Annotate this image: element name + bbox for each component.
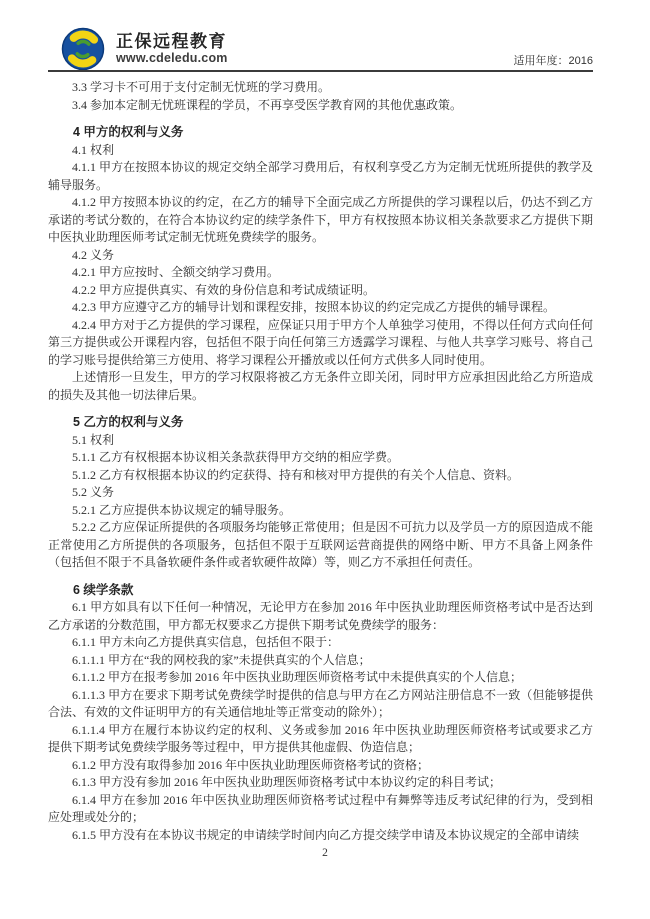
clause-4-2-4-note: 上述情形一旦发生，甲方的学习权限将被乙方无条件立即关闭，同时甲方应承担因此给乙方所造成的损失及其他一切法律后果。 — [48, 370, 593, 402]
section-heading-4: 4 甲方的权利与义务 — [73, 125, 184, 139]
contract-body — [48, 79, 593, 844]
clause-3-3: 3.3 学习卡不可用于支付定制无忧班的学习费用。 — [72, 80, 331, 94]
page-number: 2 — [322, 847, 328, 859]
applicable-year-label: 适用年度：2016 — [513, 55, 593, 67]
clause-6-1-3: 6.1.3 甲方没有参加 2016 年中医执业助理医师资格考试中本协议约定的科目考试； — [72, 775, 502, 789]
header-divider — [48, 70, 593, 72]
section-heading-6: 6 续学条款 — [73, 582, 134, 597]
section-heading-5: 5 乙方的权利与义务 — [73, 415, 184, 429]
brand-text — [116, 32, 228, 65]
clause-4-2-2: 4.2.2 甲方应提供真实、有效的身份信息和考试成绩证明。 — [72, 282, 376, 297]
clause-6-1-1-4: 6.1.1.4 甲方在履行本协议约定的权利、义务或参加 2016 年中医执业助理医师资格考试或要求乙方提供下期考试免费续学服务等过程中，甲方提供其他虚假、伪造信息； — [48, 722, 593, 754]
clause-4-1-2: 4.1.2 甲方按照本协议的约定，在乙方的辅导下全面完成乙方所提供的学习课程以后，仍达不到乙方承诺的考试分数的，在符合本协议约定的续学条件下，甲方有权按照本协议相关条款要求乙方提供下期中医执业助理医师考试定制无忧班免费续学的服务。 — [48, 195, 593, 244]
brand-name: 正保远程教育 — [116, 32, 227, 52]
page-header — [61, 26, 593, 71]
clause-6-1-5: 6.1.5 甲方没有在本协议书规定的申请续学时间内向乙方提交续学申请及本协议规定的全部申请续 — [72, 827, 580, 842]
clause-4-1: 4.1 权利 — [72, 142, 115, 157]
clause-4-2-3: 4.2.3 甲方应遵守乙方的辅导计划和课程安排，按照本协议的约定完成乙方提供的辅导课程。 — [72, 300, 556, 314]
clause-6-1-1-3: 6.1.1.3 甲方在要求下期考试免费续学时提供的信息与甲方在乙方网站注册信息不一致（但能够提供合法、有效的文件证明甲方的有关通信地址等正常变动的除外）； — [48, 687, 593, 719]
clause-4-2-4: 4.2.4 甲方对于乙方提供的学习课程，应保证只用于甲方个人单独学习使用，不得以任何方式向任何第三方提供或公开课程内容，包括但不限于向任何第三方透露学习课程、与他人共享学习账号、将自己的学习账号提供给第三方使用、将学习课程公开播放或以任何方式供多人同时使用。 — [48, 317, 593, 367]
swirl-globe-icon — [61, 27, 105, 71]
clause-6-1-4: 6.1.4 甲方在参加 2016 年中医执业助理医师资格考试过程中有舞弊等违反考试纪律的行为，受到相应处理或处分的； — [48, 792, 593, 824]
clause-6-1: 6.1 甲方如具有以下任何一种情况，无论甲方在参加 2016 年中医执业助理医师资格考试中是否达到乙方承诺的分数范围，甲方都无权要求乙方提供下期考试免费续学的服务： — [48, 600, 593, 632]
clause-5-2: 5.2 义务 — [72, 485, 115, 499]
clause-6-1-1-1: 6.1.1.1 甲方在“我的网校我的家”未提供真实的个人信息； — [72, 652, 371, 667]
clause-6-1-1-2: 6.1.1.2 甲方在报考参加 2016 年中医执业助理医师资格考试中未提供真实的个人信息； — [72, 670, 523, 684]
brand — [61, 27, 228, 71]
clause-6-1-1: 6.1.1 甲方未向乙方提供真实信息，包括但不限于： — [72, 635, 340, 649]
clause-3-4: 3.4 参加本定制无忧班课程的学员，不再享受医学教育网的其他优惠政策。 — [72, 97, 463, 112]
clause-5-1: 5.1 权利 — [72, 432, 115, 447]
clause-4-1-1: 4.1.1 甲方在按照本协议的规定交纳全部学习费用后，有权利享受乙方为定制无忧班所提供的教学及辅导服务。 — [48, 160, 593, 192]
clause-6-1-2: 6.1.2 甲方没有取得参加 2016 年中医执业助理医师资格考试的资格； — [72, 757, 430, 772]
clause-5-2-1: 5.2.1 乙方应提供本协议规定的辅导服务。 — [72, 502, 292, 517]
clause-5-1-1: 5.1.1 乙方有权根据本协议相关条款获得甲方交纳的相应学费。 — [72, 450, 400, 464]
clause-4-2: 4.2 义务 — [72, 247, 115, 262]
clause-5-2-2: 5.2.2 乙方应保证所提供的各项服务均能够正常使用；但是因不可抗力以及学员一方的原因造成不能正常使用乙方所提供的各项服务，包括但不限于互联网运营商提供的网络中断、甲方不具备上网条件（包括但不限于不具备软硬件条件或者软硬件故障）等，则乙方不承担任何责任。 — [48, 520, 593, 569]
brand-url: www.cdeledu.com — [116, 50, 228, 65]
clause-4-2-1: 4.2.1 甲方应按时、全额交纳学习费用。 — [72, 265, 280, 279]
clause-5-1-2: 5.1.2 乙方有权根据本协议的约定获得、持有和核对甲方提供的有关个人信息、资料。 — [72, 467, 520, 482]
